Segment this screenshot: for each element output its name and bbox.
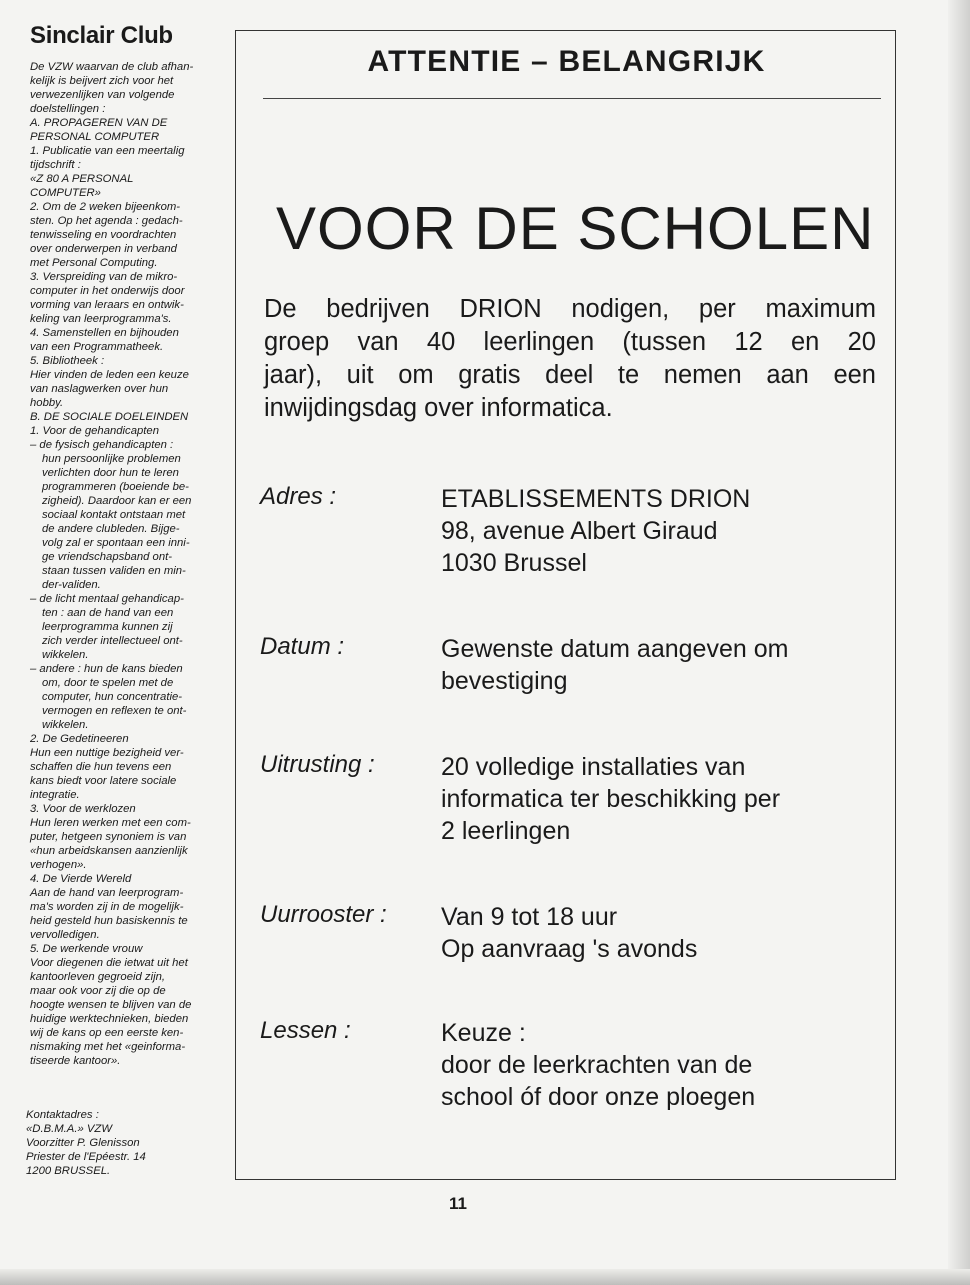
text-line: integratie.	[30, 789, 80, 801]
text-line: der-validen.	[42, 579, 101, 591]
text-line: kans biedt voor latere sociale	[30, 775, 177, 787]
text-line: De VZW waarvan de club afhan-	[30, 61, 194, 73]
text-line: Voor diegenen die ietwat uit het	[30, 957, 188, 969]
detail-line: 1030 Brussel	[441, 549, 587, 577]
text-line: wikkelen.	[42, 649, 89, 661]
text-line: hun persoonlijke problemen	[42, 453, 181, 465]
detail-line: door de leerkrachten van de	[441, 1051, 753, 1079]
text-line: 3. Verspreiding van de mikro-	[30, 271, 178, 283]
text-line: ten : aan de hand van een	[42, 607, 174, 619]
text-line: van naslagwerken over hun	[30, 383, 169, 395]
detail-label: Uitrusting :	[260, 751, 375, 778]
text-line: – de licht mentaal gehandicap-	[30, 593, 184, 605]
sidebar-column	[24, 22, 220, 1068]
text-line: 3. Voor de werklozen	[30, 803, 136, 815]
text-line: inwijdingsdag over informatica.	[264, 394, 613, 422]
text-line: Kontaktadres :	[26, 1109, 99, 1121]
text-line: van een Programmatheek.	[30, 341, 164, 353]
text-line: tijdschrift :	[30, 159, 81, 171]
text-line: maar ook voor zij die op de	[30, 985, 166, 997]
text-line: 1. Publicatie van een meertalig	[30, 145, 185, 157]
detail-line: school óf door onze ploegen	[441, 1083, 756, 1111]
notice-headline: VOOR DE SCHOLEN	[276, 195, 875, 262]
text-line: «Z 80 A PERSONAL	[30, 173, 134, 185]
text-line: hoogte wensen te blijven van de	[30, 999, 192, 1011]
text-line: «D.B.M.A.» VZW	[26, 1123, 112, 1135]
detail-line: Keuze :	[441, 1019, 526, 1047]
text-line: Hier vinden de leden een keuze	[30, 369, 189, 381]
text-line: keling van leerprogramma's.	[30, 313, 172, 325]
detail-label: Datum :	[260, 633, 345, 660]
text-line: computer in het onderwijs door	[30, 285, 185, 297]
text-line: heid gesteld hun basiskennis te	[30, 915, 188, 927]
text-line: PERSONAL COMPUTER	[30, 131, 160, 143]
detail-line: 98, avenue Albert Giraud	[441, 517, 718, 545]
text-line: ge vriendschapsband ont-	[42, 551, 173, 563]
text-line: 5. Bibliotheek :	[30, 355, 105, 367]
text-line: «hun arbeidskansen aanzienlijk	[30, 845, 188, 857]
text-line: 1. Voor de gehandicapten	[30, 425, 159, 437]
text-line: puter, hetgeen synoniem is van	[30, 831, 187, 843]
text-line: volg zal er spontaan een inni-	[42, 537, 190, 549]
detail-line: Gewenste datum aangeven om	[441, 635, 789, 663]
detail-line: 20 volledige installaties van	[441, 753, 746, 781]
contact-address	[26, 1108, 226, 1178]
text-line: tiseerde kantoor».	[30, 1055, 121, 1067]
text-line: – andere : hun de kans bieden	[30, 663, 183, 675]
text-line: 5. De werkende vrouw	[30, 943, 143, 955]
text-line: COMPUTER»	[30, 187, 101, 199]
text-line: groep van 40 leerlingen (tussen 12 en 20	[264, 328, 876, 356]
text-line: nismaking met het «geinforma-	[30, 1041, 186, 1053]
text-line: 4. De Vierde Wereld	[30, 873, 132, 885]
text-line: De bedrijven DRION nodigen, per maximum	[264, 295, 876, 323]
text-line: Hun een nuttige bezigheid ver-	[30, 747, 184, 759]
text-line: leerprogramma kunnen zij	[42, 621, 173, 633]
text-line: doelstellingen :	[30, 103, 106, 115]
detail-line: Van 9 tot 18 uur	[441, 903, 618, 931]
page-bottom-shadow	[0, 1269, 970, 1285]
text-line: verwezenlijken van volgende	[30, 89, 175, 101]
page-edge-shadow	[948, 0, 970, 1285]
text-line: 2. Om de 2 weken bijeenkom-	[30, 201, 181, 213]
text-line: zigheid). Daardoor kan er een	[42, 495, 192, 507]
text-line: vermogen en reflexen te ont-	[42, 705, 187, 717]
notice-header: ATTENTIE – BELANGRIJK	[367, 45, 766, 78]
text-line: vervolledigen.	[30, 929, 100, 941]
text-line: wikkelen.	[42, 719, 89, 731]
notice-intro	[264, 293, 876, 425]
text-line: Aan de hand van leerprogram-	[30, 887, 184, 899]
detail-value	[441, 483, 750, 579]
text-line: sociaal kontakt ontstaan met	[42, 509, 186, 521]
text-line: huidige werktechnieken, bieden	[30, 1013, 189, 1025]
sidebar-text	[30, 60, 220, 1068]
text-line: over onderwerpen in verband	[30, 243, 177, 255]
text-line: kelijk is beijvert zich voor het	[30, 75, 174, 87]
text-line: Priester de l'Epéestr. 14	[26, 1151, 146, 1163]
detail-line: 2 leerlingen	[441, 817, 571, 845]
text-line: – de fysisch gehandicapten :	[30, 439, 174, 451]
text-line: met Personal Computing.	[30, 257, 158, 269]
text-line: om, door te spelen met de	[42, 677, 174, 689]
text-line: 1200 BRUSSEL.	[26, 1165, 111, 1177]
text-line: de andere clubleden. Bijge-	[42, 523, 180, 535]
text-line: ma's worden zij in de mogelijk-	[30, 901, 184, 913]
detail-value	[441, 1017, 755, 1113]
text-line: kantoorleven gegroeid zijn,	[30, 971, 166, 983]
text-line: B. DE SOCIALE DOELEINDEN	[30, 411, 189, 423]
detail-line: ETABLISSEMENTS DRION	[441, 485, 751, 513]
text-line: computer, hun concentratie-	[42, 691, 183, 703]
sidebar-title: Sinclair Club	[30, 22, 173, 49]
detail-label: Uurrooster :	[260, 901, 387, 928]
text-line: Voorzitter P. Glenisson	[26, 1137, 140, 1149]
text-line: vorming van leraars en ontwik-	[30, 299, 184, 311]
detail-value	[441, 633, 788, 697]
text-line: hobby.	[30, 397, 64, 409]
notice-box	[235, 30, 896, 1180]
text-line: tenwisseling en voordrachten	[30, 229, 177, 241]
text-line: A. PROPAGEREN VAN DE	[30, 117, 168, 129]
text-line: sten. Op het agenda : gedach-	[30, 215, 183, 227]
page-number: 11	[449, 1194, 467, 1213]
header-divider	[263, 98, 881, 99]
detail-label: Adres :	[260, 483, 337, 510]
detail-line: bevestiging	[441, 667, 568, 695]
detail-value	[441, 751, 780, 847]
text-line: verlichten door hun te leren	[42, 467, 179, 479]
text-line: schaffen die hun tevens een	[30, 761, 172, 773]
text-line: jaar), uit om gratis deel te nemen aan een	[264, 361, 876, 389]
text-line: zich verder intellectueel ont-	[42, 635, 183, 647]
text-line: programmeren (boeiende be-	[42, 481, 189, 493]
text-line: 4. Samenstellen en bijhouden	[30, 327, 179, 339]
detail-value	[441, 901, 697, 965]
text-line: staan tussen validen en min-	[42, 565, 186, 577]
detail-line: informatica ter beschikking per	[441, 785, 781, 813]
text-line: 2. De Gedetineeren	[30, 733, 129, 745]
text-line: wij de kans op een eerste ken-	[30, 1027, 184, 1039]
text-line: Hun leren werken met een com-	[30, 817, 191, 829]
text-line: verhogen».	[30, 859, 87, 871]
detail-label: Lessen :	[260, 1017, 351, 1044]
detail-line: Op aanvraag 's avonds	[441, 935, 698, 963]
